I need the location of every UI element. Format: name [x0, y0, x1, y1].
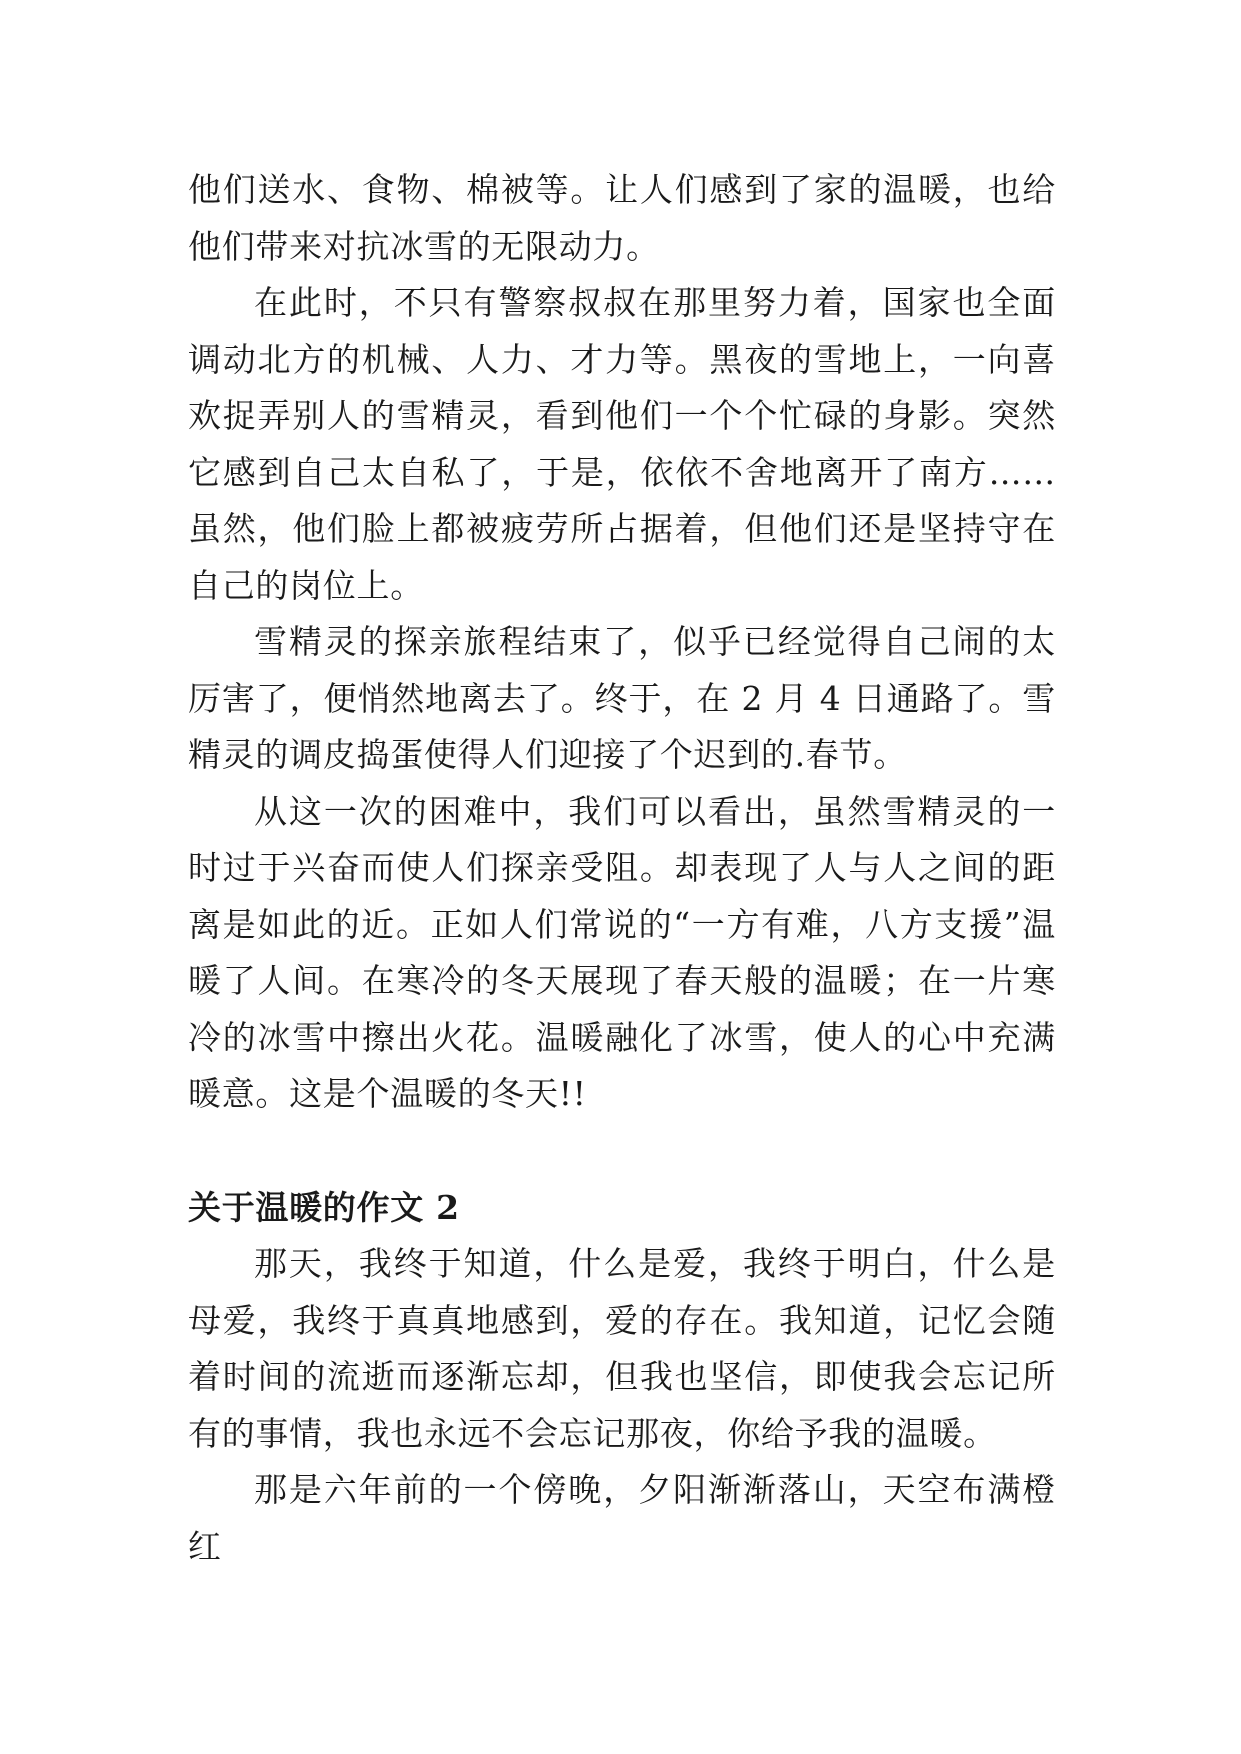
paragraph-6: 那是六年前的一个傍晚，夕阳渐渐落山，天空布满橙红 [188, 1470, 1056, 1566]
paragraph-1: 他们送水、食物、棉被等。让人们感到了家的温暖，也给他们带来对抗冰雪的无限动力。 [188, 170, 1056, 266]
document-page [188, 162, 1056, 1575]
paragraph-2: 在此时，不只有警察叔叔在那里努力着，国家也全面调动北方的机械、人力、才力等。黑夜的雪地上，一向喜欢捉弄别人的雪精灵，看到他们一个个忙碌的身影。突然它感到自己太自私了，于是，依依不舍地离开了南方……虽然，他们脸上都被疲劳所占据着，但他们还是坚持守在自己的岗位上。 [188, 283, 1056, 605]
paragraph-5: 那天，我终于知道，什么是爱，我终于明白，什么是母爱，我终于真真地感到，爱的存在。我知道，记忆会随着时间的流逝而逐渐忘却，但我也坚信，即使我会忘记所有的事情，我也永远不会忘记那夜，你给予我的温暖。 [188, 1244, 1056, 1453]
paragraph-3: 雪精灵的探亲旅程结束了，似乎已经觉得自己闹的太厉害了，便悄然地离去了。终于，在 2 月 4 日通路了。雪精灵的调皮捣蛋使得人们迎接了个迟到的.春节。 [188, 622, 1056, 774]
section-heading: 关于温暖的作文 2 [188, 1187, 460, 1227]
paragraph-4: 从这一次的困难中，我们可以看出，虽然雪精灵的一时过于兴奋而使人们探亲受阻。却表现了人与人之间的距离是如此的近。正如人们常说的“一方有难，八方支援”温暖了人间。在寒冷的冬天展现了春天般的温暖；在一片寒冷的冰雪中擦出火花。温暖融化了冰雪，使人的心中充满暖意。这是个温暖的冬天!! [188, 791, 1056, 1113]
